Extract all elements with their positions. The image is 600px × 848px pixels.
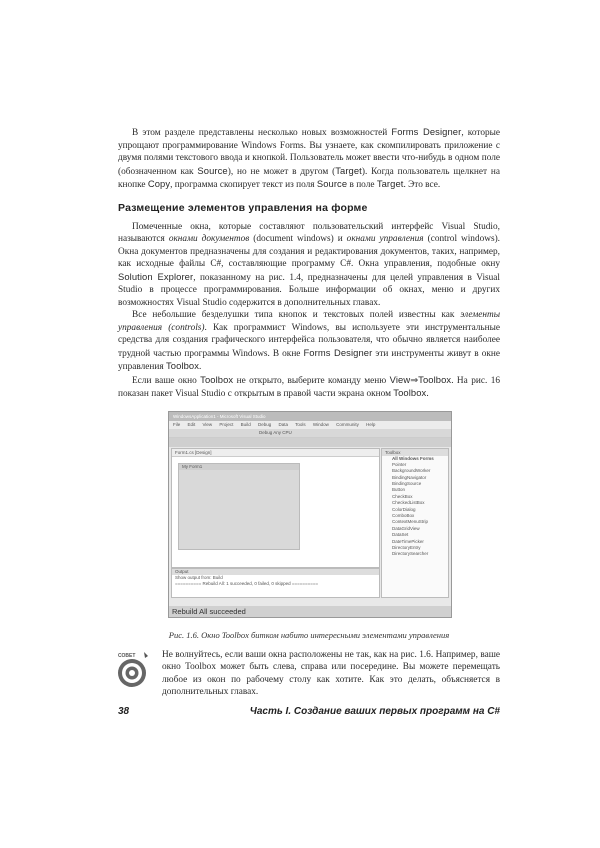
toolbox-item: CheckedListBox — [392, 500, 425, 506]
page-number: 38 — [118, 706, 130, 717]
ui-term: Toolbox — [393, 387, 427, 398]
text-run: эти инструменты живут в окне управления — [118, 348, 500, 372]
text-run: , показанному на рис. 1.4, предназначены для целей управления в Visual Studio в процессе программирования. Больше информации об окнах, меню и других возможностях Visual Studio содержится в дополнительных главах. — [118, 272, 500, 308]
toolbox-item: ColorDialog — [392, 506, 416, 512]
ui-term: Solution Explorer — [118, 270, 194, 282]
emphasis: окнами документов — [168, 234, 250, 244]
text-run: (document windows) и — [249, 234, 347, 244]
tip-text: Не волнуйтесь, если ваши окна расположены не так, как на рис. 1.6. Например, ваше окно Toolbox может быть слева, справа или посередине. Вы можете перемещать любое из окон по рабочему столу как хотите. Как это делать, объясняется в дополнительных главах. — [162, 649, 500, 697]
toolbox-item: DataGridView — [392, 525, 420, 531]
text-run: В этом разделе представлены несколько новых возможностей — [132, 128, 392, 138]
text-run: Помеченные окна, которые составляют пользовательский интерфейс Visual Studio, называются — [118, 221, 500, 244]
toolbox-item: BackgroundWorker — [392, 468, 431, 474]
toolbox-item: DateTimePicker — [392, 538, 424, 544]
text-run: . — [199, 362, 202, 372]
paragraph — [118, 221, 500, 310]
toolbox-item: BindingSource — [392, 481, 422, 487]
ui-term: Target — [335, 164, 362, 176]
output-title: Output — [172, 569, 379, 575]
page-column — [118, 126, 500, 699]
paragraph — [118, 309, 500, 374]
form-title: My Form1 — [179, 464, 299, 470]
ui-term: Source — [197, 164, 228, 176]
toolbox-item: ComboBox — [392, 513, 415, 519]
visual-studio-screenshot — [168, 411, 452, 618]
status-bar: Rebuild All succeeded — [169, 606, 452, 617]
tip-block — [118, 649, 500, 699]
menu-bar: File Edit View Project Build Debug Data Tools Window Community Help — [169, 421, 451, 429]
output-window — [171, 568, 380, 598]
form-preview — [178, 463, 300, 550]
toolbox-item: ContextMenuStrip — [392, 519, 429, 525]
toolbox-item: All Windows Forms — [392, 455, 434, 461]
text-run: Если ваше окно — [132, 375, 201, 386]
text-run: не открыто, выберите команду меню — [233, 375, 390, 386]
emphasis: элементы управления (controls) — [118, 310, 500, 333]
ui-term: Forms Designer — [303, 346, 373, 358]
text-run: . Это все. — [403, 180, 441, 190]
output-source: Show output from: Build — [175, 574, 223, 580]
ui-term: Toolbox — [165, 360, 199, 371]
text-run: , программа скопирует текст из поля — [170, 180, 317, 190]
toolbox-window — [381, 448, 449, 598]
intro-text — [118, 126, 500, 192]
text-run: ), но не может в другом ( — [227, 166, 336, 177]
ui-term: Toolbox — [200, 373, 234, 385]
paragraph — [118, 374, 500, 401]
section-heading: Размещение элементов управления на форме — [118, 201, 368, 214]
ui-term: Source — [316, 178, 348, 189]
toolbox-item: Button — [392, 487, 406, 493]
output-text: ========== Rebuild All: 1 succeeded, 0 failed, 0 skipped ========== — [175, 581, 319, 586]
tip-target-icon — [114, 649, 154, 689]
text-run: ). Когда пользователь щелкнет на кнопке — [118, 166, 500, 190]
ui-term: View⇒Toolbox — [389, 373, 452, 385]
toolbox-item: CheckBox — [392, 493, 413, 499]
text-run: (control windows). Окна документов предназначены для создания и редактирования документов, таких, например, как исходные файлы C#, составляющие программу C#. Окна управления, подобные окну — [118, 234, 501, 269]
toolbox-item: DirectoryEntry — [392, 544, 421, 550]
designer-tab: Form1.cs [Design] — [172, 449, 379, 457]
text-run: в поле — [347, 180, 377, 190]
tip-label: СОВЕТ — [118, 652, 136, 659]
toolbar: Debug Any CPU — [169, 429, 451, 438]
text-run: , которые упрощают программирование Windows Forms. Вы узнаете, как скомпилировать приложение с двумя полями текстового ввода и кнопкой. Пользователь может ввести что-нибудь в одном поле (обозначенном как — [118, 128, 500, 177]
text-run: . На рис. 16 показан пакет Visual Studio с открытым в правой части экрана окном — [118, 375, 500, 399]
text-run: Все небольшие безделушки типа кнопок и текстовых полей известны как — [132, 310, 461, 320]
section-text — [118, 221, 500, 401]
toolbox-item: BindingNavigator — [392, 474, 427, 480]
toolbar-secondary — [169, 438, 451, 447]
ui-term: Forms Designer — [391, 126, 462, 137]
running-title: Часть I. Создание ваших первых программ на C# — [249, 706, 500, 717]
text-run: . Как программист Windows, вы используете эти инструментальные средства для создания графического интерфейса пользователя, что обычно является наиболее трудной частью программы Windows. В окне — [118, 322, 501, 359]
toolbox-title: Toolbox — [382, 449, 448, 456]
figure-caption: Рис. 1.6. Окно Toolbox битком набито интересными элементами управления — [168, 629, 450, 640]
ui-term: Target — [376, 178, 404, 189]
toolbox-item: DataSet — [392, 532, 409, 538]
text-run: . — [426, 389, 429, 399]
ui-term: Copy — [147, 178, 171, 189]
designer-window — [171, 448, 380, 568]
toolbox-item: Pointer — [392, 461, 407, 467]
window-title: WindowsApplication1 - Microsoft Visual Studio — [169, 412, 451, 421]
paragraph — [118, 126, 500, 192]
toolbox-item: DirectorySearcher — [392, 551, 429, 557]
emphasis: окнами управления — [346, 234, 424, 244]
